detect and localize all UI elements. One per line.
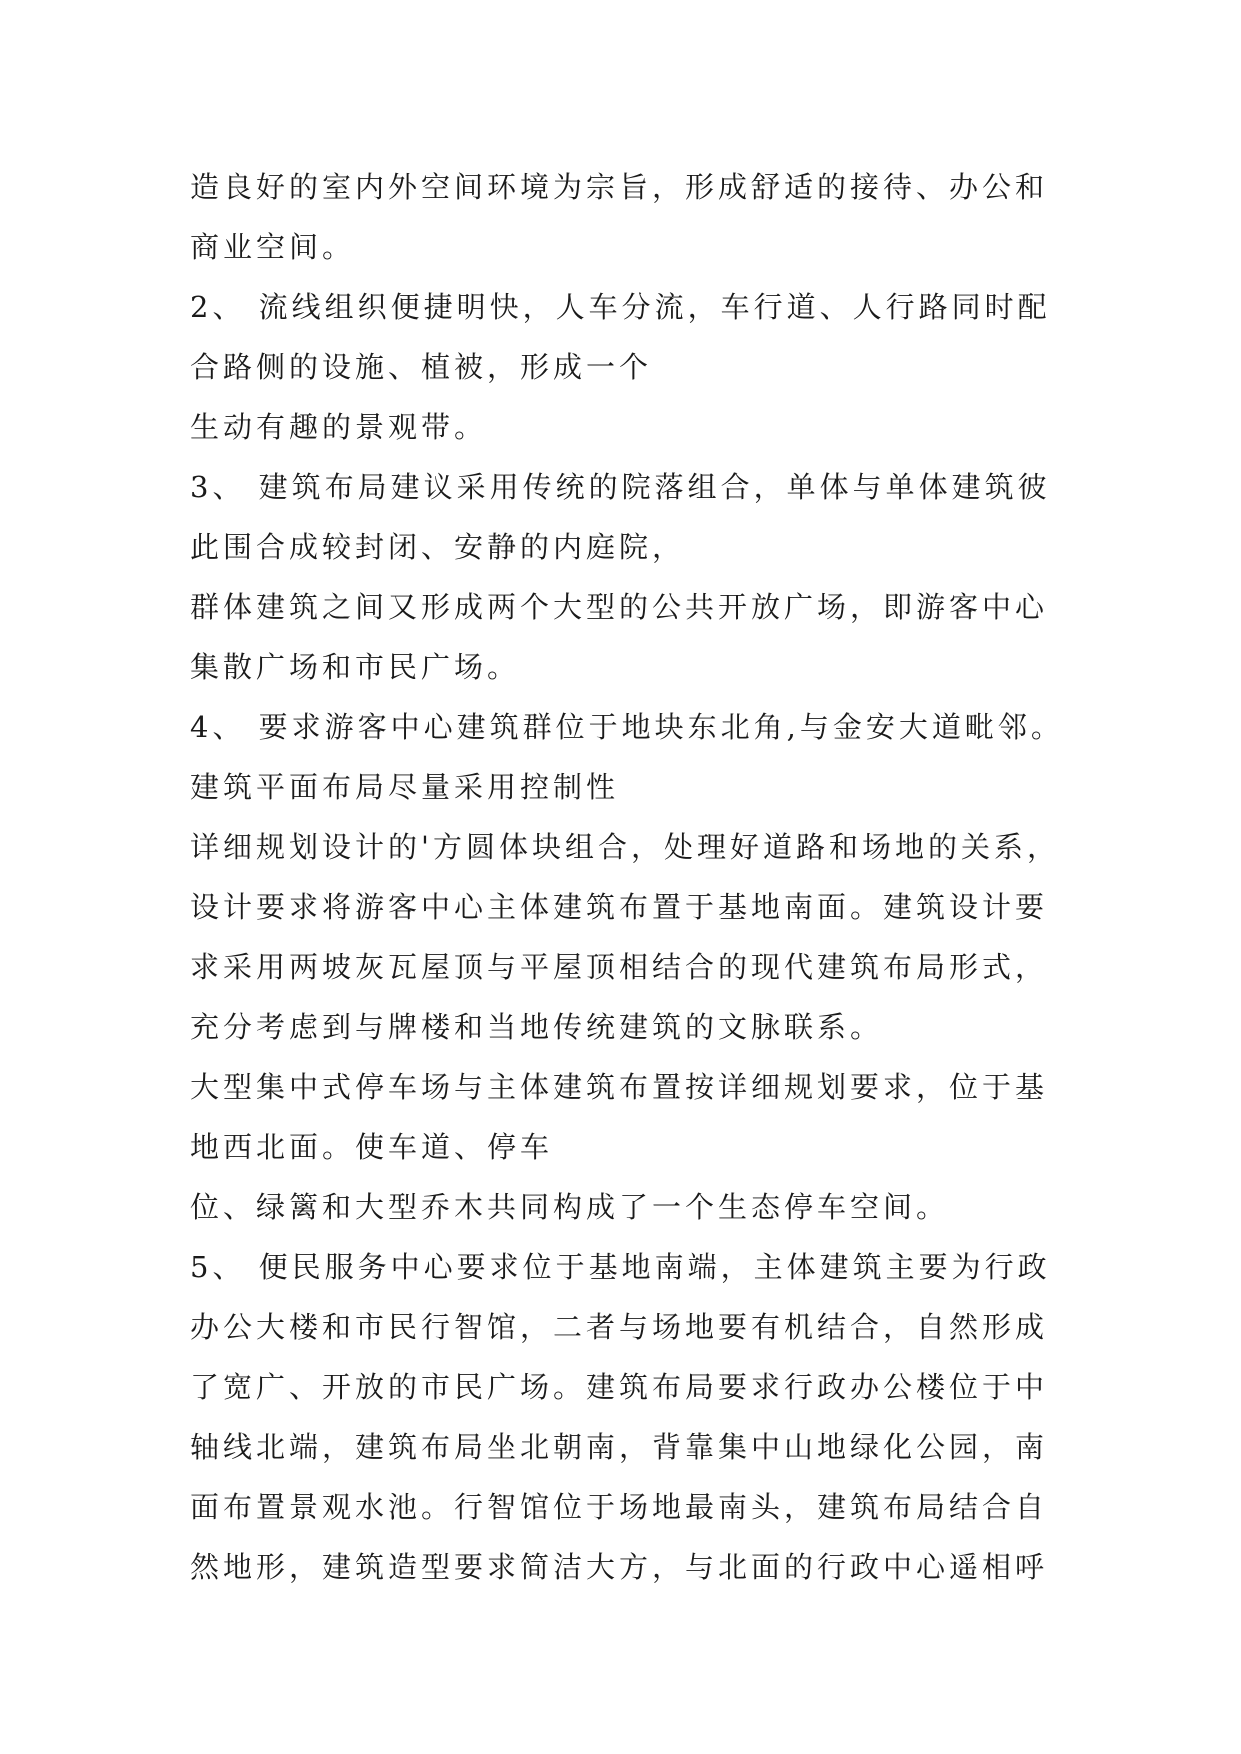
text-line: 造良好的室内外空间环境为宗旨，形成舒适的接待、办公和: [190, 170, 1049, 204]
text-line: 地西北面。使车道、停车: [190, 1130, 554, 1164]
text-line: 群体建筑之间又形成两个大型的公共开放广场，即游客中心: [190, 590, 1049, 624]
text-line: 设计要求将游客中心主体建筑布置于基地南面。建筑设计要: [190, 890, 1049, 924]
text-line: 建筑平面布局尽量采用控制性: [190, 770, 620, 804]
text-line: 4、 要求游客中心建筑群位于地块东北角,与金安大道毗邻。: [190, 710, 1064, 744]
text-line: 此围合成较封闭、安静的内庭院，: [190, 530, 686, 564]
text-line: 大型集中式停车场与主体建筑布置按详细规划要求，位于基: [190, 1070, 1049, 1104]
text-line: 合路侧的设施、植被，形成一个: [190, 350, 653, 384]
text-line: 3、 建筑布局建议采用传统的院落组合，单体与单体建筑彼: [190, 470, 1051, 504]
text-line: 2、 流线组织便捷明快，人车分流，车行道、人行路同时配: [190, 290, 1051, 324]
text-line: 详细规划设计的'方圆体块组合，处理好道路和场地的关系，: [190, 830, 1060, 864]
text-line: 位、绿篱和大型乔木共同构成了一个生态停车空间。: [190, 1190, 950, 1224]
text-line: 5、 便民服务中心要求位于基地南端，主体建筑主要为行政: [190, 1250, 1051, 1284]
text-line: 集散广场和市民广场。: [190, 650, 521, 684]
text-line: 办公大楼和市民行智馆，二者与场地要有机结合，自然形成: [190, 1310, 1049, 1344]
body-text: [190, 157, 1064, 1597]
text-line: 了宽广、开放的市民广场。建筑布局要求行政办公楼位于中: [190, 1370, 1049, 1404]
text-line: 生动有趣的景观带。: [190, 410, 488, 444]
text-line: 求采用两坡灰瓦屋顶与平屋顶相结合的现代建筑布局形式，: [190, 950, 1049, 984]
text-line: 商业空间。: [190, 230, 356, 264]
text-line: 充分考虑到与牌楼和当地传统建筑的文脉联系。: [190, 1010, 884, 1044]
text-line: 然地形，建筑造型要求简洁大方，与北面的行政中心遥相呼: [190, 1550, 1049, 1584]
text-line: 轴线北端，建筑布局坐北朝南，背靠集中山地绿化公园，南: [190, 1430, 1049, 1464]
text-line: 面布置景观水池。行智馆位于场地最南头，建筑布局结合自: [190, 1490, 1049, 1524]
